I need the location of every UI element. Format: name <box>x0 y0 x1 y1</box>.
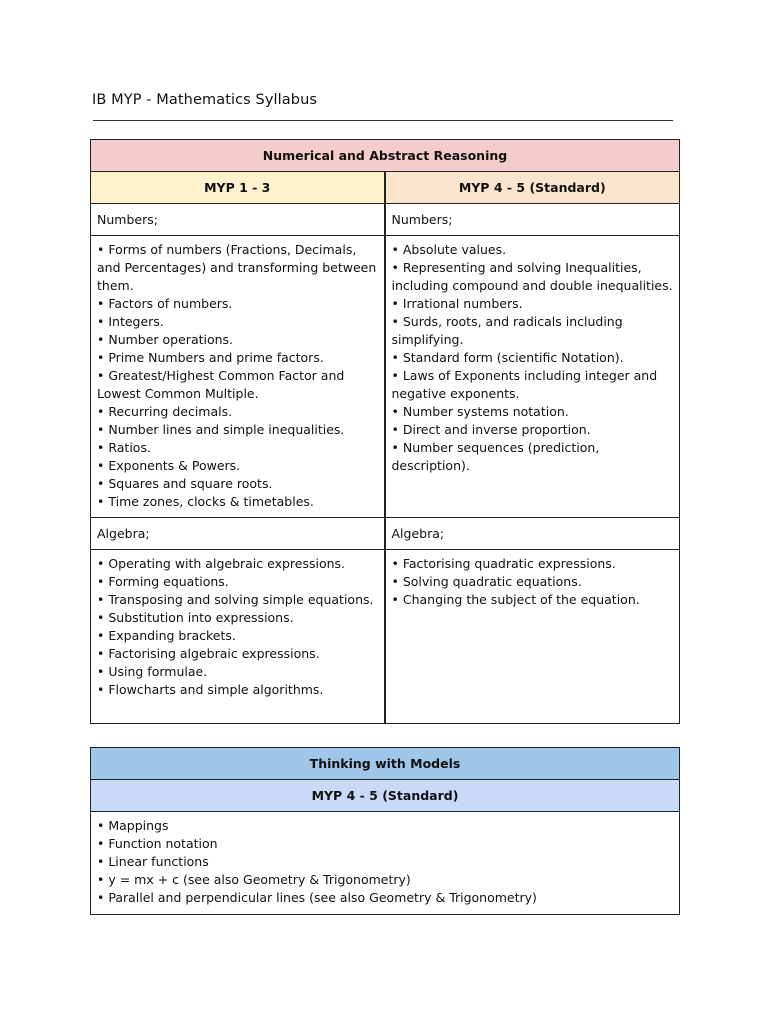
list-item: • Forming equations. <box>97 574 229 589</box>
list-item: • Ratios. <box>97 440 151 455</box>
list-item: • Mappings <box>97 818 169 833</box>
list-item: • Surds, roots, and radicals including simplifying. <box>391 314 623 347</box>
section-heading-algebra-right: Algebra; <box>385 518 680 550</box>
list-item: • Number lines and simple inequalities. <box>97 422 345 437</box>
list-item: • Factorising algebraic expressions. <box>97 646 320 661</box>
list-item: • Parallel and perpendicular lines (see also Geometry & Trigonometry) <box>97 890 537 905</box>
numerical-reasoning-table <box>90 139 680 724</box>
list-item: • Recurring decimals. <box>97 404 233 419</box>
table-title: Thinking with Models <box>91 748 680 780</box>
list-item: • Absolute values. <box>391 242 507 257</box>
list-item: • Greatest/Highest Common Factor and Lowest Common Multiple. <box>97 368 345 401</box>
list-item: • Number operations. <box>97 332 234 347</box>
list-item: • Number systems notation. <box>391 404 569 419</box>
list-item: • Representing and solving Inequalities, including compound and double inequalities. <box>391 260 673 293</box>
list-item: • Direct and inverse proportion. <box>391 422 591 437</box>
algebra-list-myp-4-5 <box>385 550 680 724</box>
thinking-with-models-table <box>90 747 680 915</box>
algebra-list-myp-1-3 <box>91 550 385 724</box>
title-divider <box>93 120 673 121</box>
list-item: • Number sequences (prediction, description). <box>391 440 600 473</box>
numbers-list-myp-4-5 <box>385 236 680 518</box>
list-item: • Time zones, clocks & timetables. <box>97 494 314 509</box>
list-item: • Using formulae. <box>97 664 208 679</box>
list-item: • Factorising quadratic expressions. <box>391 556 616 571</box>
section-heading-algebra-left: Algebra; <box>91 518 385 550</box>
list-item: • Standard form (scientific Notation). <box>391 350 624 365</box>
list-item: • Irrational numbers. <box>391 296 523 311</box>
list-item: • Function notation <box>97 836 218 851</box>
models-list <box>91 812 680 915</box>
list-item: • y = mx + c (see also Geometry & Trigonometry) <box>97 872 411 887</box>
list-item: • Prime Numbers and prime factors. <box>97 350 324 365</box>
page-title: IB MYP - Mathematics Syllabus <box>92 92 318 108</box>
list-item: • Laws of Exponents including integer and negative exponents. <box>391 368 658 401</box>
list-item: • Linear functions <box>97 854 209 869</box>
section-heading-numbers-left: Numbers; <box>91 204 385 236</box>
list-item: • Integers. <box>97 314 164 329</box>
list-item: • Factors of numbers. <box>97 296 233 311</box>
numbers-list-myp-1-3 <box>91 236 385 518</box>
list-item: • Transposing and solving simple equations. <box>97 592 374 607</box>
list-item: • Operating with algebraic expressions. <box>97 556 346 571</box>
column-header-myp-4-5: MYP 4 - 5 (Standard) <box>385 172 680 204</box>
column-header-myp-4-5: MYP 4 - 5 (Standard) <box>91 780 680 812</box>
list-item: • Forms of numbers (Fractions, Decimals, and Percentages) and transforming between them. <box>97 242 377 293</box>
list-item: • Solving quadratic equations. <box>391 574 582 589</box>
list-item: • Changing the subject of the equation. <box>391 592 640 607</box>
list-item: • Flowcharts and simple algorithms. <box>97 682 324 697</box>
list-item: • Squares and square roots. <box>97 476 273 491</box>
section-heading-numbers-right: Numbers; <box>385 204 680 236</box>
list-item: • Exponents & Powers. <box>97 458 241 473</box>
column-header-myp-1-3: MYP 1 - 3 <box>91 172 385 204</box>
list-item: • Expanding brackets. <box>97 628 236 643</box>
table-title: Numerical and Abstract Reasoning <box>91 140 680 172</box>
list-item: • Substitution into expressions. <box>97 610 294 625</box>
